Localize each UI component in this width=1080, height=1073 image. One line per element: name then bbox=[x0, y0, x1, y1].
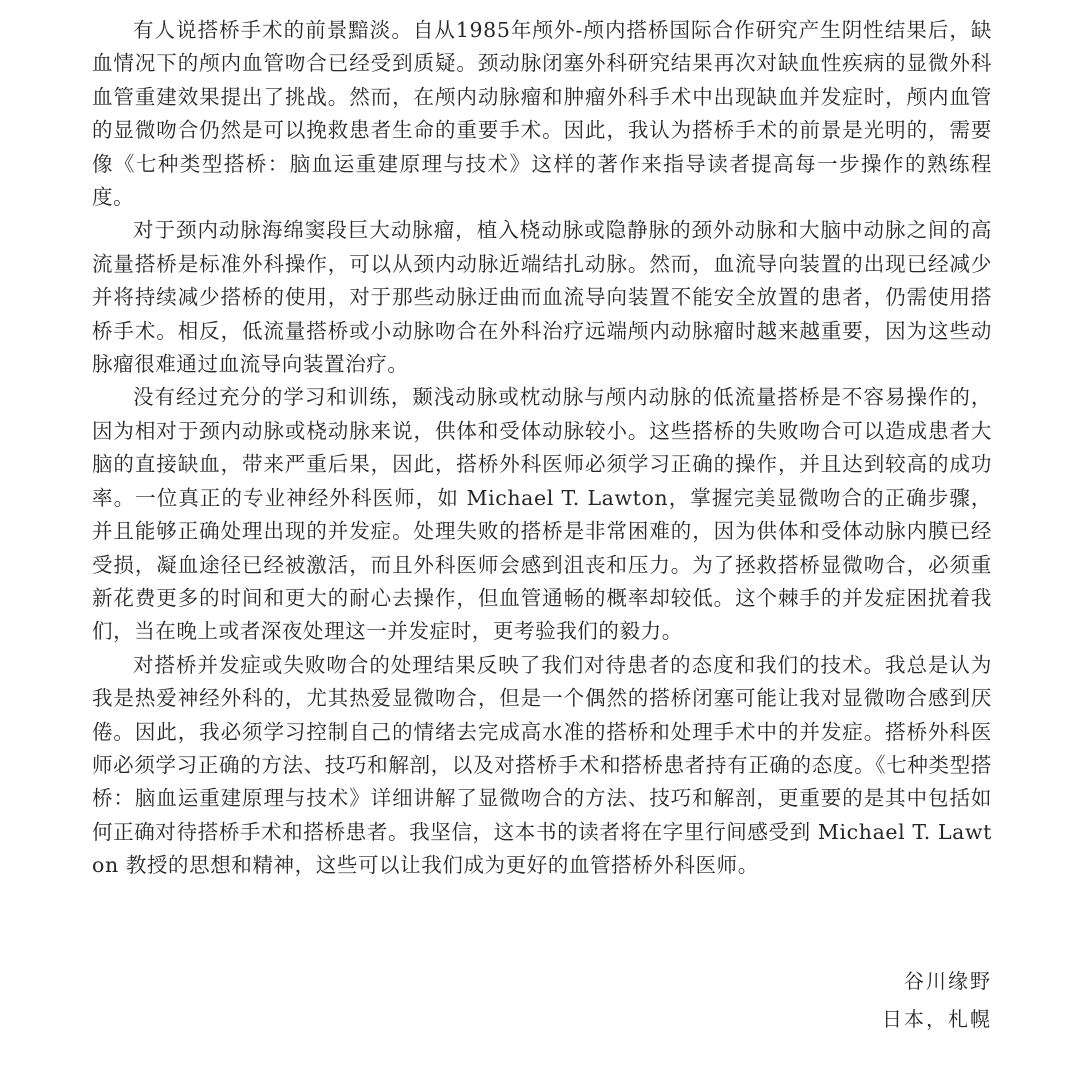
signature-name: 谷川缘野 bbox=[904, 969, 992, 993]
signature-location: 日本，札幌 bbox=[882, 1007, 992, 1031]
document-body bbox=[92, 14, 992, 883]
document-page bbox=[92, 14, 992, 1054]
paragraph-2: 对于颈内动脉海绵窦段巨大动脉瘤，植入桡动脉或隐静脉的颈外动脉和大脑中动脉之间的高流量搭桥是标准外科操作，可以从颈内动脉近端结扎动脉。然而，血流导向装置的出现已经减少并将持续减少搭桥的使用，对于那些动脉迂曲而血流导向装置不能安全放置的患者，仍需使用搭桥手术。相反，低流量搭桥或小动脉吻合在外科治疗远端颅内动脉瘤时越来越重要，因为这些动脉瘤很难通过血流导向装置治疗。 bbox=[92, 218, 992, 377]
paragraph-4: 对搭桥并发症或失败吻合的处理结果反映了我们对待患者的态度和我们的技术。我总是认为我是热爱神经外科的，尤其热爱显微吻合，但是一个偶然的搭桥闭塞可能让我对显微吻合感到厌倦。因此，我必须学习控制自己的情绪去完成高水准的搭桥和处理手术中的并发症。搭桥外科医师必须学习正确的方法、技巧和解剖，以及对搭桥手术和搭桥患者持有正确的态度。《七种类型搭桥：脑血运重建原理与技术》详细讲解了显微吻合的方法、技巧和解剖，更重要的是其中包括如何正确对待搭桥手术和搭桥患者。我坚信，这本书的读者将在字里行间感受到 Michael T. Lawton 教授的思想和精神，这些可以让我们成为更好的血管搭桥外科医师。 bbox=[92, 652, 992, 878]
paragraph-3: 没有经过充分的学习和训练，颞浅动脉或枕动脉与颅内动脉的低流量搭桥是不容易操作的，因为相对于颈内动脉或桡动脉来说，供体和受体动脉较小。这些搭桥的失败吻合可以造成患者大脑的直接缺血，带来严重后果，因此，搭桥外科医师必须学习正确的操作，并且达到较高的成功率。一位真正的专业神经外科医师，如 Michael T. Lawton，掌握完美显微吻合的正确步骤，并且能够正确处理出现的并发症。处理失败的搭桥是非常困难的，因为供体和受体动脉内膜已经受损，凝血途径已经被激活，而且外科医师会感到沮丧和压力。为了拯救搭桥显微吻合，必须重新花费更多的时间和更大的耐心去操作，但血管通畅的概率却较低。这个棘手的并发症困扰着我们，当在晚上或者深夜处理这一并发症时，更考验我们的毅力。 bbox=[92, 385, 992, 644]
paragraph-1: 有人说搭桥手术的前景黯淡。自从1985年颅外-颅内搭桥国际合作研究产生阴性结果后，缺血情况下的颅内血管吻合已经受到质疑。颈动脉闭塞外科研究结果再次对缺血性疾病的显微外科血管重建效果提出了挑战。然而，在颅内动脉瘤和肿瘤外科手术中出现缺血并发症时，颅内血管的显微吻合仍然是可以挽救患者生命的重要手术。因此，我认为搭桥手术的前景是光明的，需要像《七种类型搭桥：脑血运重建原理与技术》这样的著作来指导读者提高每一步操作的熟练程度。 bbox=[92, 18, 992, 210]
signature-block bbox=[882, 962, 992, 1038]
